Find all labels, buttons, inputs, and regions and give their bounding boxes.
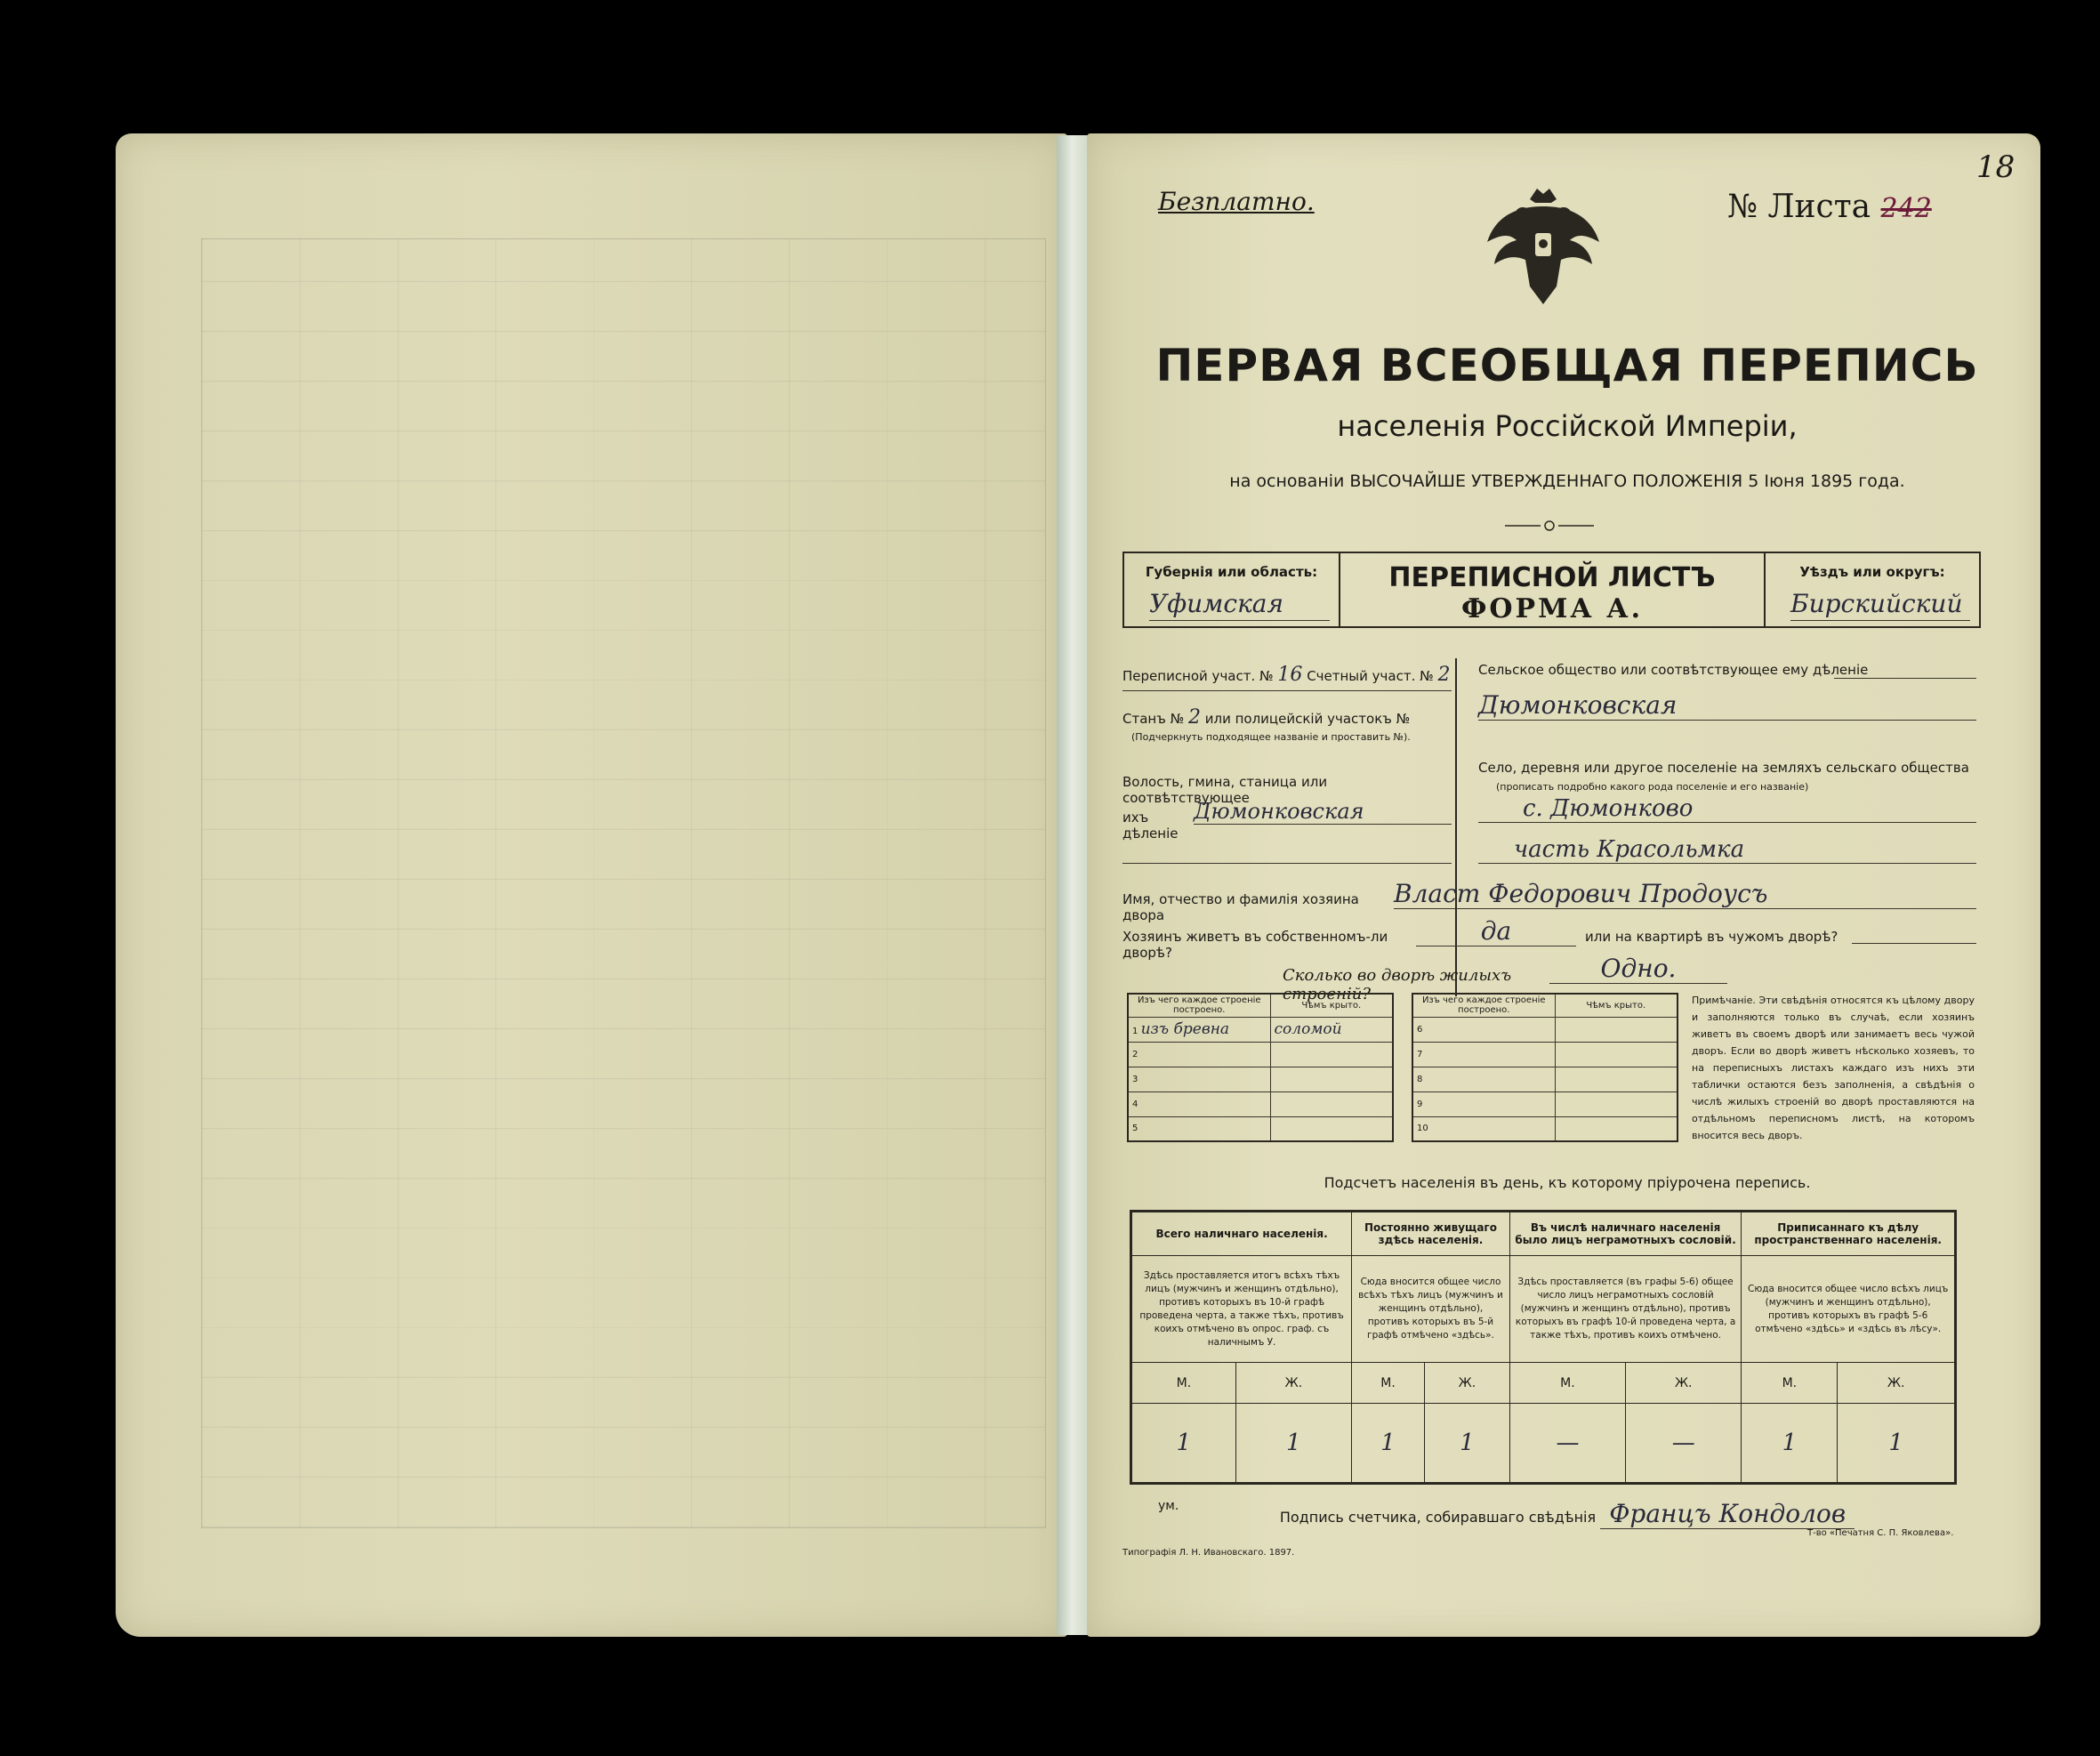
count-header: Въ числѣ наличнаго населенія было лицъ неграмотныхъ сословій. <box>1509 1212 1742 1256</box>
binding-strip <box>1057 135 1090 1635</box>
female-label: Ж. <box>1838 1363 1956 1404</box>
female-label: Ж. <box>1235 1363 1351 1404</box>
roof-header: Чѣмъ крыто. <box>1270 994 1393 1017</box>
owner-lives-value: да <box>1416 916 1576 946</box>
field-underline <box>1122 863 1452 864</box>
material-header: Изъ чего каждое строеніе построено. <box>1128 994 1270 1017</box>
count-header: Приписаннаго къ дѣлу пространственнаго населенія. <box>1742 1212 1956 1256</box>
table-row: 9 <box>1412 1091 1678 1116</box>
form-title: ПЕРВАЯ ВСЕОБЩАЯ ПЕРЕПИСЬ <box>1155 340 1979 391</box>
count-header: Всего наличнаго населенія. <box>1131 1212 1352 1256</box>
printer-footer-left: Типографія Л. Н. Ивановскаго. 1897. <box>1122 1548 1295 1558</box>
ornament-divider <box>1505 520 1594 532</box>
district-value: Бирскийский <box>1790 589 1970 621</box>
count-description: Здѣсь проставляется (въ графы 5-6) общее число лицъ неграмотныхъ сословій (мужчинъ и женщинъ отдѣльно), противъ которыхъ въ графѣ 10-й проведена черта, а также тѣхъ, противъ коихъ отмѣчено. <box>1509 1256 1742 1363</box>
roof-header: Чѣмъ крыто. <box>1555 994 1678 1017</box>
province-value: Уфимская <box>1149 589 1330 621</box>
count-title: Подсчетъ населенія въ день, къ которому пріурочена перепись. <box>1324 1174 1811 1191</box>
village-note: (прописать подробно какого рода поселеніе и его названіе) <box>1496 781 1809 793</box>
district-label: Уѣздъ или округъ: <box>1799 564 1945 580</box>
signature-value: Францъ Кондолов <box>1600 1499 1855 1529</box>
census-section-field: Переписной участ. № 16 Счетный участ. № 2 <box>1122 664 1451 686</box>
count-value: 1 <box>1235 1404 1351 1484</box>
volost-label: Волость, гмина, станица или соотвѣтствующее <box>1122 774 1328 806</box>
buildings-count-value: Одно. <box>1549 954 1727 984</box>
printer-footer-right: Т-во «Печатня С. П. Яковлева». <box>1807 1528 1954 1538</box>
field-underline <box>1834 678 1976 679</box>
sheet-number <box>1727 189 1932 225</box>
corner-number: 18 <box>1976 149 2016 185</box>
table-row: 4 <box>1128 1091 1393 1116</box>
count-value: 1 <box>1352 1404 1425 1484</box>
table-row: 8 <box>1412 1067 1678 1091</box>
count-header: Постоянно живущаго здѣсь населенія. <box>1352 1212 1510 1256</box>
owner-name-label: Имя, отчество и фамилія хозяина двора <box>1122 891 1359 923</box>
table-row: 1 изъ бревна соломой <box>1128 1017 1393 1042</box>
field-underline <box>1852 943 1976 944</box>
village-part-value: часть Красольмка <box>1478 836 1976 864</box>
buildings-count-label: Сколько во дворѣ жилыхъ строеній? <box>1283 966 1512 1003</box>
table-row <box>1131 1404 1956 1484</box>
field-underline <box>1122 690 1452 691</box>
count-description: Сюда вносится общее число всѣхъ тѣхъ лицъ (мужчинъ и женщинъ отдѣльно), противъ которыхъ въ 5-й графѣ отмѣчено «здѣсь». <box>1352 1256 1510 1363</box>
count-value: 1 <box>1742 1404 1838 1484</box>
census-sheet-label: ПЕРЕПИСНОЙ ЛИСТЪ <box>1388 562 1716 593</box>
table-row: 6 <box>1412 1017 1678 1042</box>
census-section-value: 16 <box>1277 664 1303 686</box>
signature-label: Подпись счетчика, собиравшаго свѣдѣнія <box>1279 1509 1597 1526</box>
volost-label-2: ихъ дѣленіе <box>1122 810 1179 842</box>
male-label: М. <box>1352 1363 1425 1404</box>
count-value: — <box>1509 1404 1625 1484</box>
legal-basis: на основаніи ВЫСОЧАЙШЕ УТВЕРЖДЕННАГО ПОЛОЖЕНІЯ 5 Іюня 1895 года. <box>1229 471 1905 491</box>
village-label: Село, деревня или другое поселеніе на земляхъ сельскаго общества <box>1478 760 1969 776</box>
female-label: Ж. <box>1626 1363 1742 1404</box>
buildings-table-left <box>1127 993 1394 1142</box>
count-description: Здѣсь проставляется итогъ всѣхъ тѣхъ лицъ (мужчинъ и женщинъ отдѣльно), противъ которыхъ въ 10-й графѣ проведена черта, а также тѣхъ, противъ коихъ отмѣчено въ опрос. граф. съ наличнымъ У. <box>1131 1256 1352 1363</box>
material-header: Изъ чего каждое строеніе построено. <box>1412 994 1555 1017</box>
district-box <box>1764 552 1981 628</box>
owner-name-value: Власт Федорович Продоусъ <box>1394 879 1976 909</box>
stan-field: Станъ № 2 или полицейскій участокъ № <box>1122 706 1411 729</box>
table-row: 2 <box>1128 1042 1393 1067</box>
sheet-number-value: 242 <box>1880 193 1932 224</box>
count-section-value: 2 <box>1437 664 1451 686</box>
census-form-page <box>1087 133 2040 1637</box>
form-letter: ФОРМА А. <box>1460 593 1644 624</box>
enumerator-signature <box>1140 1499 1994 1528</box>
double-headed-eagle-emblem <box>1476 180 1610 313</box>
table-row: 10 <box>1412 1116 1678 1141</box>
sheet-number-label: № Листа <box>1727 189 1871 225</box>
population-count-table <box>1130 1210 1957 1485</box>
male-label: М. <box>1131 1363 1236 1404</box>
table-row: 7 <box>1412 1042 1678 1067</box>
count-value: 1 <box>1425 1404 1510 1484</box>
left-page <box>116 133 1067 1637</box>
count-value: — <box>1626 1404 1742 1484</box>
count-description: Сюда вносится общее число всѣхъ лицъ (мужчинъ и женщинъ отдѣльно), противъ которыхъ въ графѣ 5-6 отмѣчено «здѣсь» и «здѣсь въ лѣсу». <box>1742 1256 1956 1363</box>
ruled-grid <box>201 238 1046 1528</box>
province-label: Губернія или область: <box>1145 564 1318 580</box>
stan-value: 2 <box>1187 706 1201 729</box>
village-value: с. Дюмонково <box>1478 795 1976 823</box>
male-label: М. <box>1742 1363 1838 1404</box>
buildings-table-right <box>1412 993 1678 1142</box>
society-value: Дюмонковская <box>1478 690 1976 721</box>
province-box <box>1122 552 1340 628</box>
free-label: Безплатно. <box>1158 187 1315 216</box>
count-value: 1 <box>1838 1404 1956 1484</box>
table-row: 5 <box>1128 1116 1393 1141</box>
society-label: Сельское общество или соотвѣтствующее ему дѣленіе <box>1478 662 1869 678</box>
police-note: (Подчеркнуть подходящее названіе и проставить №). <box>1131 731 1411 743</box>
female-label: Ж. <box>1425 1363 1510 1404</box>
form-type-box <box>1340 552 1764 628</box>
count-value: 1 <box>1131 1404 1236 1484</box>
owner-lives-label: Хозяинъ живетъ въ собственномъ-ли дворѣ? <box>1122 929 1388 961</box>
table-row: 3 <box>1128 1067 1393 1091</box>
form-subtitle: населенія Россійской Имперіи, <box>1337 409 1798 443</box>
owner-rent-label: или на квартирѣ въ чужомъ дворѣ? <box>1585 929 1839 945</box>
volost-value: Дюмонковская <box>1194 799 1452 825</box>
note-text: Примѣчаніе. Эти свѣдѣнія относятся къ цѣлому двору и заполняются только въ случаѣ, если хозяинъ живетъ въ своемъ дворѣ или занимаетъ весь чужой дворъ. Если во дворѣ живетъ нѣсколько хозяевъ, то на переписныхъ листахъ каждаго изъ нихъ эти таблички остаются безъ заполненія, а свѣдѣнія о числѣ жилыхъ строеній во дворѣ проставляются на отдѣльномъ переписномъ листѣ, на которомъ вносится весь дворъ. <box>1692 995 1975 1141</box>
male-label: М. <box>1509 1363 1625 1404</box>
margin-mark: ум. <box>1158 1499 1179 1513</box>
